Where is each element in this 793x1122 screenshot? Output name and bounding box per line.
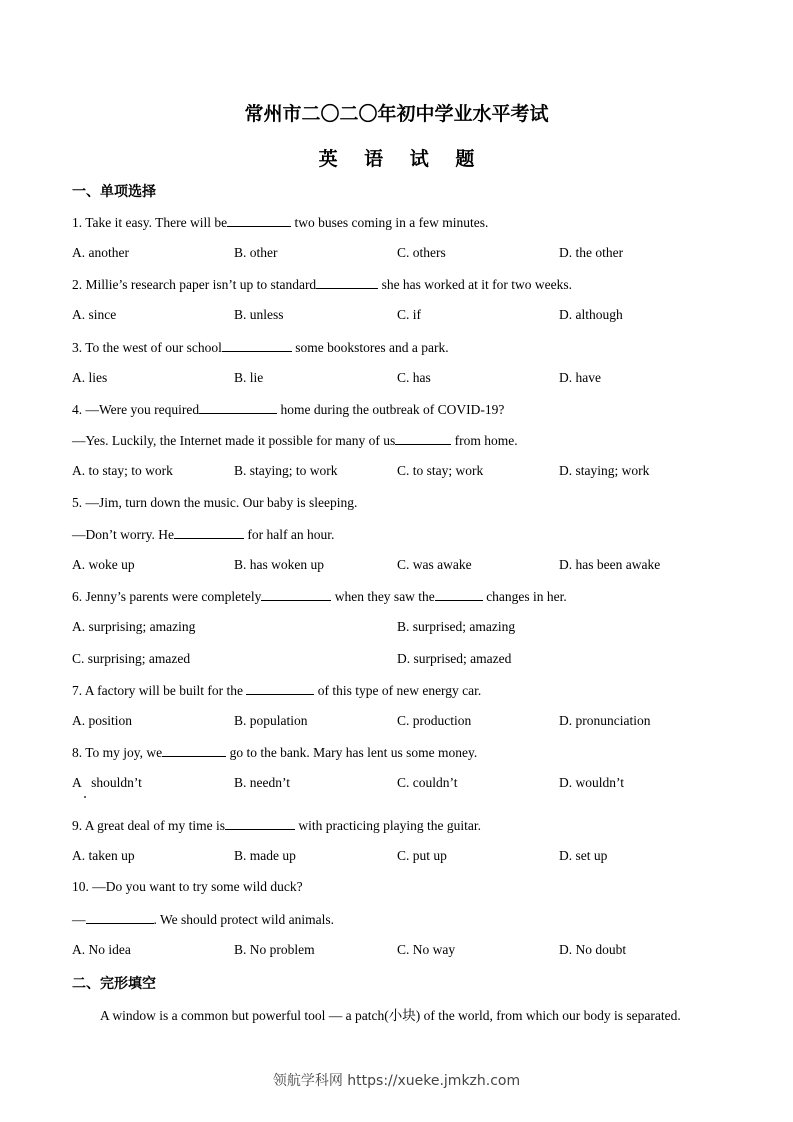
footer-watermark: 领航学科网 https://xueke.jmkzh.com	[272, 1073, 521, 1089]
option-d: D. pronunciation	[559, 713, 651, 728]
option-c: C. was awake	[397, 557, 472, 572]
question-text: 3. To the west of our school	[72, 340, 222, 355]
question-text: 6. Jenny’s parents were completely	[72, 589, 262, 604]
options-6-row-2	[72, 651, 722, 669]
answer-blank	[222, 339, 292, 352]
option-c: C. to stay; work	[397, 463, 484, 478]
page-subtitle: 英 语 试 题	[318, 148, 485, 170]
answer-blank	[261, 588, 331, 601]
option-c: C. couldn’t	[397, 775, 458, 790]
option-d: D. the other	[559, 245, 624, 260]
answer-blank	[86, 911, 154, 924]
option-b: B. staying; to work	[234, 463, 338, 478]
option-b: B. lie	[234, 370, 264, 385]
option-b: B. made up	[234, 848, 296, 863]
option-a: A. surprising; amazing	[72, 619, 196, 634]
option-d: D. staying; work	[559, 463, 650, 478]
options-4	[72, 463, 722, 481]
question-text: 7. A factory will be built for the	[72, 683, 247, 698]
question-text: with practicing playing the guitar.	[294, 818, 481, 833]
option-c: C. if	[397, 307, 422, 322]
option-d: D. surprised; amazed	[397, 651, 512, 666]
option-a: A. lies	[72, 370, 108, 385]
options-8	[72, 775, 722, 793]
question-text: —Yes. Luckily, the Internet made it possible for many of us	[72, 433, 396, 448]
option-c: C. surprising; amazed	[72, 651, 191, 666]
option-a: A shouldn’t	[72, 775, 142, 790]
options-6-row-1	[72, 619, 722, 637]
option-b: B. surprised; amazing	[397, 619, 516, 634]
option-b: B. unless	[234, 307, 284, 322]
question-9	[72, 817, 481, 834]
question-text: two buses coming in a few minutes.	[291, 215, 489, 230]
question-4	[72, 401, 504, 418]
answer-blank	[435, 588, 483, 601]
options-10	[72, 942, 722, 960]
answer-blank	[246, 682, 314, 695]
question-3	[72, 339, 449, 356]
question-text: 4. —Were you required	[72, 402, 200, 417]
answer-blank	[227, 214, 291, 227]
question-text: for half an hour.	[243, 527, 335, 542]
answer-blank	[316, 276, 378, 289]
question-2	[72, 276, 572, 293]
option-b: B. needn’t	[234, 775, 290, 790]
option-a: A. another	[72, 245, 129, 260]
option-b: B. has woken up	[234, 557, 324, 572]
options-3	[72, 370, 722, 388]
question-text: home during the outbreak of COVID-19?	[277, 402, 505, 417]
question-text: 1. Take it easy. There will be	[72, 215, 228, 230]
stray-mark	[84, 796, 86, 798]
option-d: D. although	[559, 307, 623, 322]
options-2	[72, 307, 722, 325]
question-1	[72, 214, 488, 231]
option-a: A. since	[72, 307, 117, 322]
question-6	[72, 588, 567, 605]
options-7	[72, 713, 722, 731]
options-1	[72, 245, 722, 263]
answer-blank	[199, 401, 277, 414]
option-a: A. woke up	[72, 557, 135, 572]
question-text: . We should protect wild animals.	[153, 912, 335, 927]
question-text: when they saw the	[331, 589, 435, 604]
question-8	[72, 744, 477, 761]
question-text: from home.	[451, 433, 518, 448]
option-a: A. to stay; to work	[72, 463, 173, 478]
question-5-reply	[72, 526, 334, 543]
option-d: D. have	[559, 370, 601, 385]
option-c: C. No way	[397, 942, 456, 957]
question-4-reply	[72, 432, 518, 449]
answer-blank	[174, 526, 244, 539]
question-5: 5. —Jim, turn down the music. Our baby is sleeping.	[72, 495, 358, 510]
option-c: C. put up	[397, 848, 447, 863]
option-d: D. wouldn’t	[559, 775, 625, 790]
option-c: C. production	[397, 713, 472, 728]
question-text: changes in her.	[482, 589, 567, 604]
question-10-reply	[72, 911, 334, 928]
options-5	[72, 557, 722, 575]
option-c: C. has	[397, 370, 431, 385]
option-a: A. taken up	[72, 848, 135, 863]
question-7	[72, 682, 481, 699]
question-text: go to the bank. Mary has lent us some money.	[226, 745, 478, 760]
option-d: D. set up	[559, 848, 608, 863]
question-text: —Don’t worry. He	[72, 527, 174, 542]
answer-blank	[395, 432, 451, 445]
page-title: 常州市二〇二〇年初中学业水平考试	[244, 103, 549, 125]
question-text: 2. Millie’s research paper isn’t up to standard	[72, 277, 317, 292]
option-c: C. others	[397, 245, 446, 260]
option-d: D. has been awake	[559, 557, 661, 572]
question-10: 10. —Do you want to try some wild duck?	[72, 879, 303, 894]
options-9	[72, 848, 722, 866]
option-b: B. other	[234, 245, 278, 260]
section-heading-2: 二、完形填空	[72, 976, 156, 992]
option-b: B. No problem	[234, 942, 315, 957]
question-text: of this type of new energy car.	[314, 683, 482, 698]
question-text: —	[72, 912, 86, 927]
answer-blank	[225, 817, 295, 830]
question-text: she has worked at it for two weeks.	[378, 277, 573, 292]
question-text: some bookstores and a park.	[291, 340, 449, 355]
option-b: B. population	[234, 713, 308, 728]
option-d: D. No doubt	[559, 942, 627, 957]
section-heading-1: 一、单项选择	[72, 184, 156, 200]
question-text: 9. A great deal of my time is	[72, 818, 225, 833]
answer-blank	[162, 744, 226, 757]
option-a: A. position	[72, 713, 133, 728]
passage-text: A window is a common but powerful tool — a patch(小块) of the world, from which our body is separated.	[100, 1008, 681, 1023]
question-text: 8. To my joy, we	[72, 745, 163, 760]
option-a: A. No idea	[72, 942, 131, 957]
